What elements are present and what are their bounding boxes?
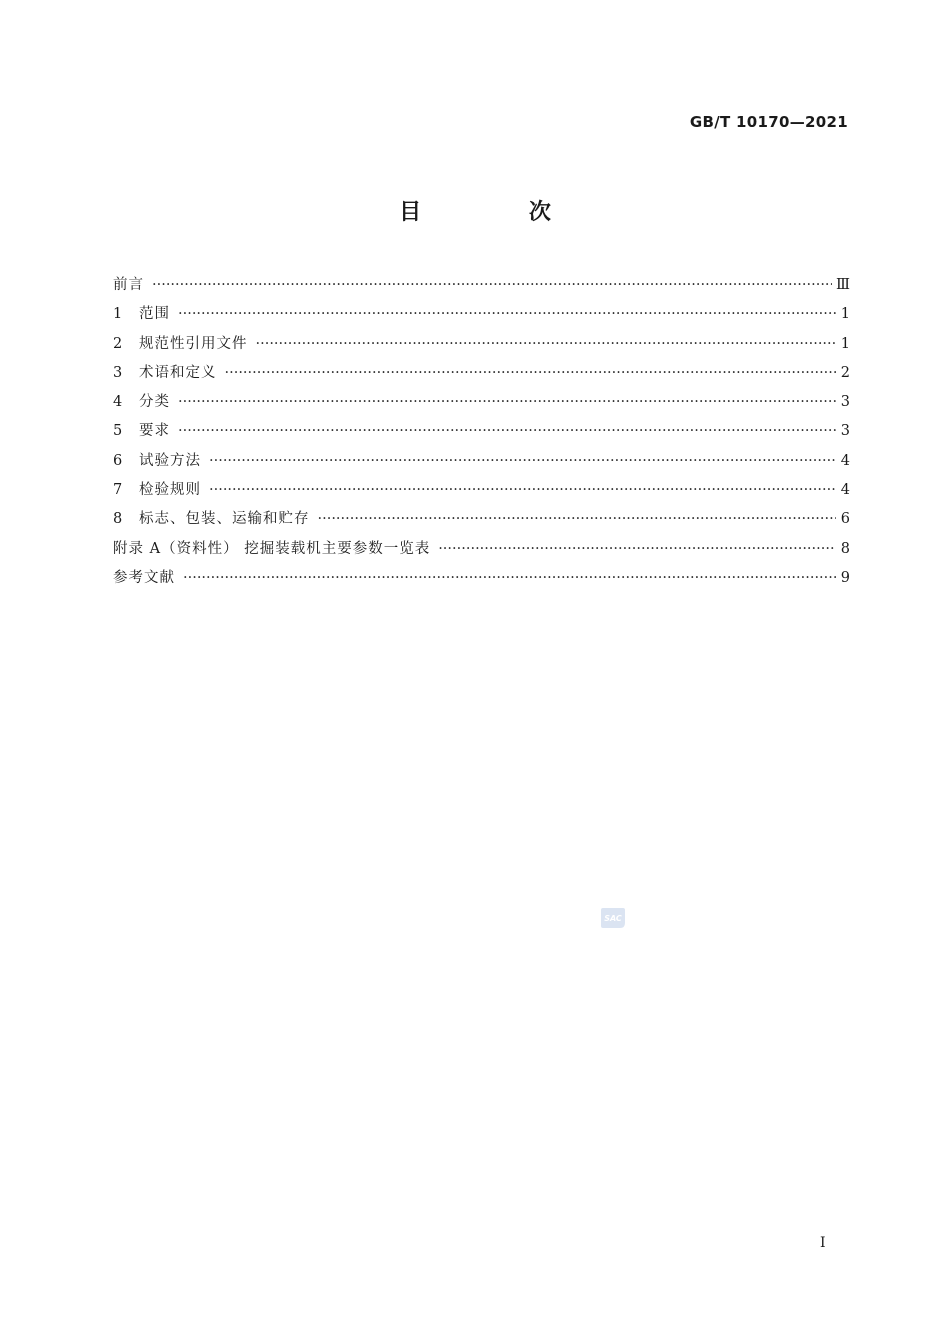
toc-page-number: 8 bbox=[840, 540, 850, 557]
page-title: 目 次 bbox=[399, 200, 601, 225]
toc-entry-bibliography[interactable] bbox=[113, 564, 850, 593]
toc-entry-text: 标志、包装、运输和贮存 bbox=[139, 511, 310, 528]
standard-code: GB/T 10170—2021 bbox=[689, 113, 848, 131]
toc-entry-text: 检验规则 bbox=[139, 482, 201, 499]
toc-entry-text: 前言 bbox=[113, 277, 144, 293]
toc-entry-number: 2 bbox=[113, 335, 124, 352]
toc-page-number: 6 bbox=[840, 511, 850, 528]
toc-page-number: 1 bbox=[840, 306, 850, 323]
toc-page-number: 3 bbox=[840, 423, 850, 440]
toc-entry-text: 术语和定义 bbox=[139, 364, 217, 381]
toc-entry-text: 参考文献 bbox=[113, 569, 175, 586]
toc-entry-terms-definitions[interactable] bbox=[113, 359, 850, 388]
toc-page-number: 9 bbox=[840, 569, 850, 586]
toc-entry-number: 8 bbox=[113, 511, 124, 528]
toc-page-number: 4 bbox=[840, 452, 850, 469]
toc-leader-dots bbox=[178, 300, 836, 329]
toc-leader-dots bbox=[152, 271, 832, 300]
toc-entry-test-methods[interactable] bbox=[113, 447, 850, 476]
toc-entry-requirements[interactable] bbox=[113, 417, 850, 446]
toc-page-number: 3 bbox=[840, 394, 850, 411]
page-number: Ⅰ bbox=[820, 1235, 826, 1251]
toc-entry-text: 要求 bbox=[139, 423, 170, 440]
toc-entry-foreword[interactable] bbox=[113, 271, 850, 300]
toc-leader-dots bbox=[178, 417, 836, 446]
toc-entry-text: 规范性引用文件 bbox=[139, 335, 248, 352]
toc-entry-annex-a[interactable] bbox=[113, 535, 850, 564]
toc-leader-dots bbox=[209, 476, 836, 505]
toc-entry-text: 范围 bbox=[139, 306, 170, 323]
table-of-contents bbox=[113, 271, 850, 593]
toc-entry-number: 4 bbox=[113, 394, 124, 411]
toc-leader-dots bbox=[318, 505, 837, 534]
toc-leader-dots bbox=[178, 388, 836, 417]
toc-entry-text: 试验方法 bbox=[139, 452, 201, 469]
toc-page-number: 2 bbox=[840, 364, 850, 381]
toc-entry-normative-references[interactable] bbox=[113, 330, 850, 359]
toc-leader-dots bbox=[183, 564, 836, 593]
toc-entry-classification[interactable] bbox=[113, 388, 850, 417]
svg-text:SAC: SAC bbox=[604, 914, 622, 923]
toc-entry-text: 附录 A（资料性） 挖掘装载机主要参数一览表 bbox=[113, 540, 431, 557]
toc-page-number: 4 bbox=[840, 482, 850, 499]
toc-entry-marking-packaging[interactable] bbox=[113, 505, 850, 534]
toc-leader-dots bbox=[209, 447, 836, 476]
toc-leader-dots bbox=[256, 330, 837, 359]
toc-page-number: 1 bbox=[840, 335, 850, 352]
toc-entry-number: 1 bbox=[113, 306, 124, 323]
toc-entry-number: 6 bbox=[113, 452, 124, 469]
toc-entry-number: 5 bbox=[113, 423, 124, 440]
toc-leader-dots bbox=[438, 535, 836, 564]
toc-page-number: Ⅲ bbox=[836, 277, 850, 293]
toc-leader-dots bbox=[225, 359, 837, 388]
toc-entry-text: 分类 bbox=[139, 394, 170, 411]
toc-entry-scope[interactable] bbox=[113, 300, 850, 329]
toc-entry-inspection-rules[interactable] bbox=[113, 476, 850, 505]
toc-entry-number: 7 bbox=[113, 482, 124, 499]
toc-entry-number: 3 bbox=[113, 364, 124, 381]
sac-watermark-logo bbox=[600, 906, 626, 930]
sac-logo-icon bbox=[600, 906, 626, 930]
